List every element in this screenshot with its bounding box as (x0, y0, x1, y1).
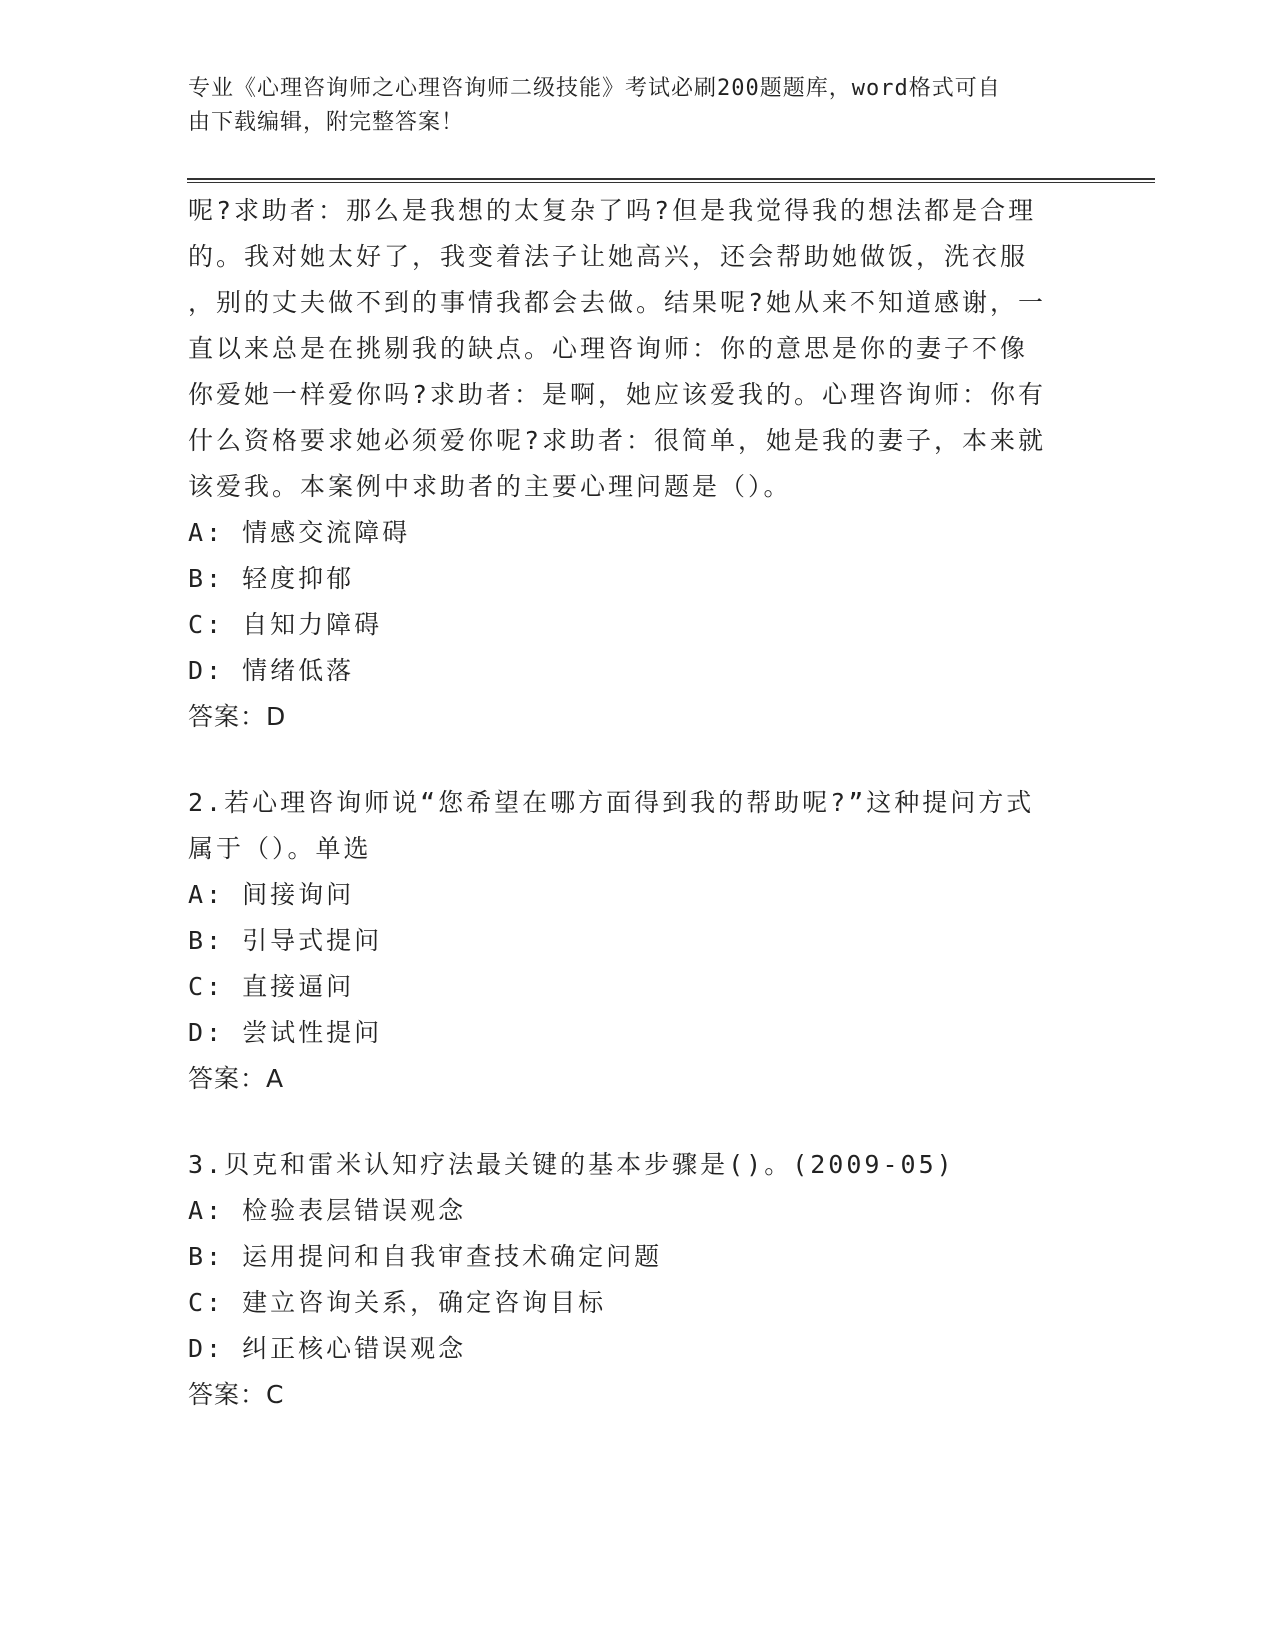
question-spacer (188, 1102, 1078, 1142)
header-divider-thick (187, 178, 1155, 180)
question-2-answer: 答案：A (188, 1064, 285, 1093)
question-1 (188, 188, 1078, 740)
question-1-line-4: 直以来总是在挑剔我的缺点。心理咨询师：你的意思是你的妻子不像 (188, 334, 1029, 363)
question-list (188, 188, 1078, 1418)
question-1-option-d: D: 情绪低落 (188, 656, 355, 685)
question-1-option-b: B: 轻度抑郁 (188, 564, 355, 593)
question-2-line-1: 2.若心理咨询师说“您希望在哪方面得到我的帮助呢?”这种提问方式 (188, 788, 1035, 817)
question-2-option-d: D: 尝试性提问 (188, 1018, 383, 1047)
header-divider-thin (187, 182, 1155, 183)
question-3-line-1: 3.贝克和雷米认知疗法最关键的基本步骤是()。(2009-05) (188, 1150, 955, 1179)
header-title-line-2: 由下载编辑，附完整答案！ (188, 110, 465, 135)
question-3-option-d: D: 纠正核心错误观念 (188, 1334, 467, 1363)
question-2-option-b: B: 引导式提问 (188, 926, 383, 955)
question-3-option-a: A: 检验表层错误观念 (188, 1196, 467, 1225)
question-3-option-c: C: 建立咨询关系，确定咨询目标 (188, 1288, 607, 1317)
question-3-option-b: B: 运用提问和自我审查技术确定问题 (188, 1242, 663, 1271)
question-2 (188, 780, 1078, 1102)
question-2-option-c: C: 直接逼问 (188, 972, 355, 1001)
question-1-line-6: 什么资格要求她必须爱你呢?求助者：很简单，她是我的妻子，本来就 (188, 426, 1047, 455)
question-2-line-2: 属于（）。单选 (188, 834, 372, 863)
question-1-answer: 答案：D (188, 702, 287, 731)
question-3 (188, 1142, 1078, 1418)
document-header (188, 72, 1068, 140)
question-1-line-5: 你爱她一样爱你吗?求助者：是啊，她应该爱我的。心理咨询师：你有 (188, 380, 1047, 409)
question-1-line-7: 该爱我。本案例中求助者的主要心理问题是（）。 (188, 472, 792, 501)
question-1-option-c: C: 自知力障碍 (188, 610, 383, 639)
question-spacer (188, 740, 1078, 780)
question-2-option-a: A: 间接询问 (188, 880, 355, 909)
question-1-option-a: A: 情感交流障碍 (188, 518, 411, 547)
question-1-line-2: 的。我对她太好了，我变着法子让她高兴，还会帮助她做饭，洗衣服 (188, 242, 1029, 271)
question-1-line-1: 呢?求助者：那么是我想的太复杂了吗?但是我觉得我的想法都是合理 (188, 196, 1037, 225)
question-1-line-3: ，别的丈夫做不到的事情我都会去做。结果呢?她从来不知道感谢，一 (188, 288, 1047, 317)
question-3-answer: 答案：C (188, 1380, 285, 1409)
header-title-line-1: 专业《心理咨询师之心理咨询师二级技能》考试必刷200题题库，word格式可自 (188, 76, 1001, 101)
